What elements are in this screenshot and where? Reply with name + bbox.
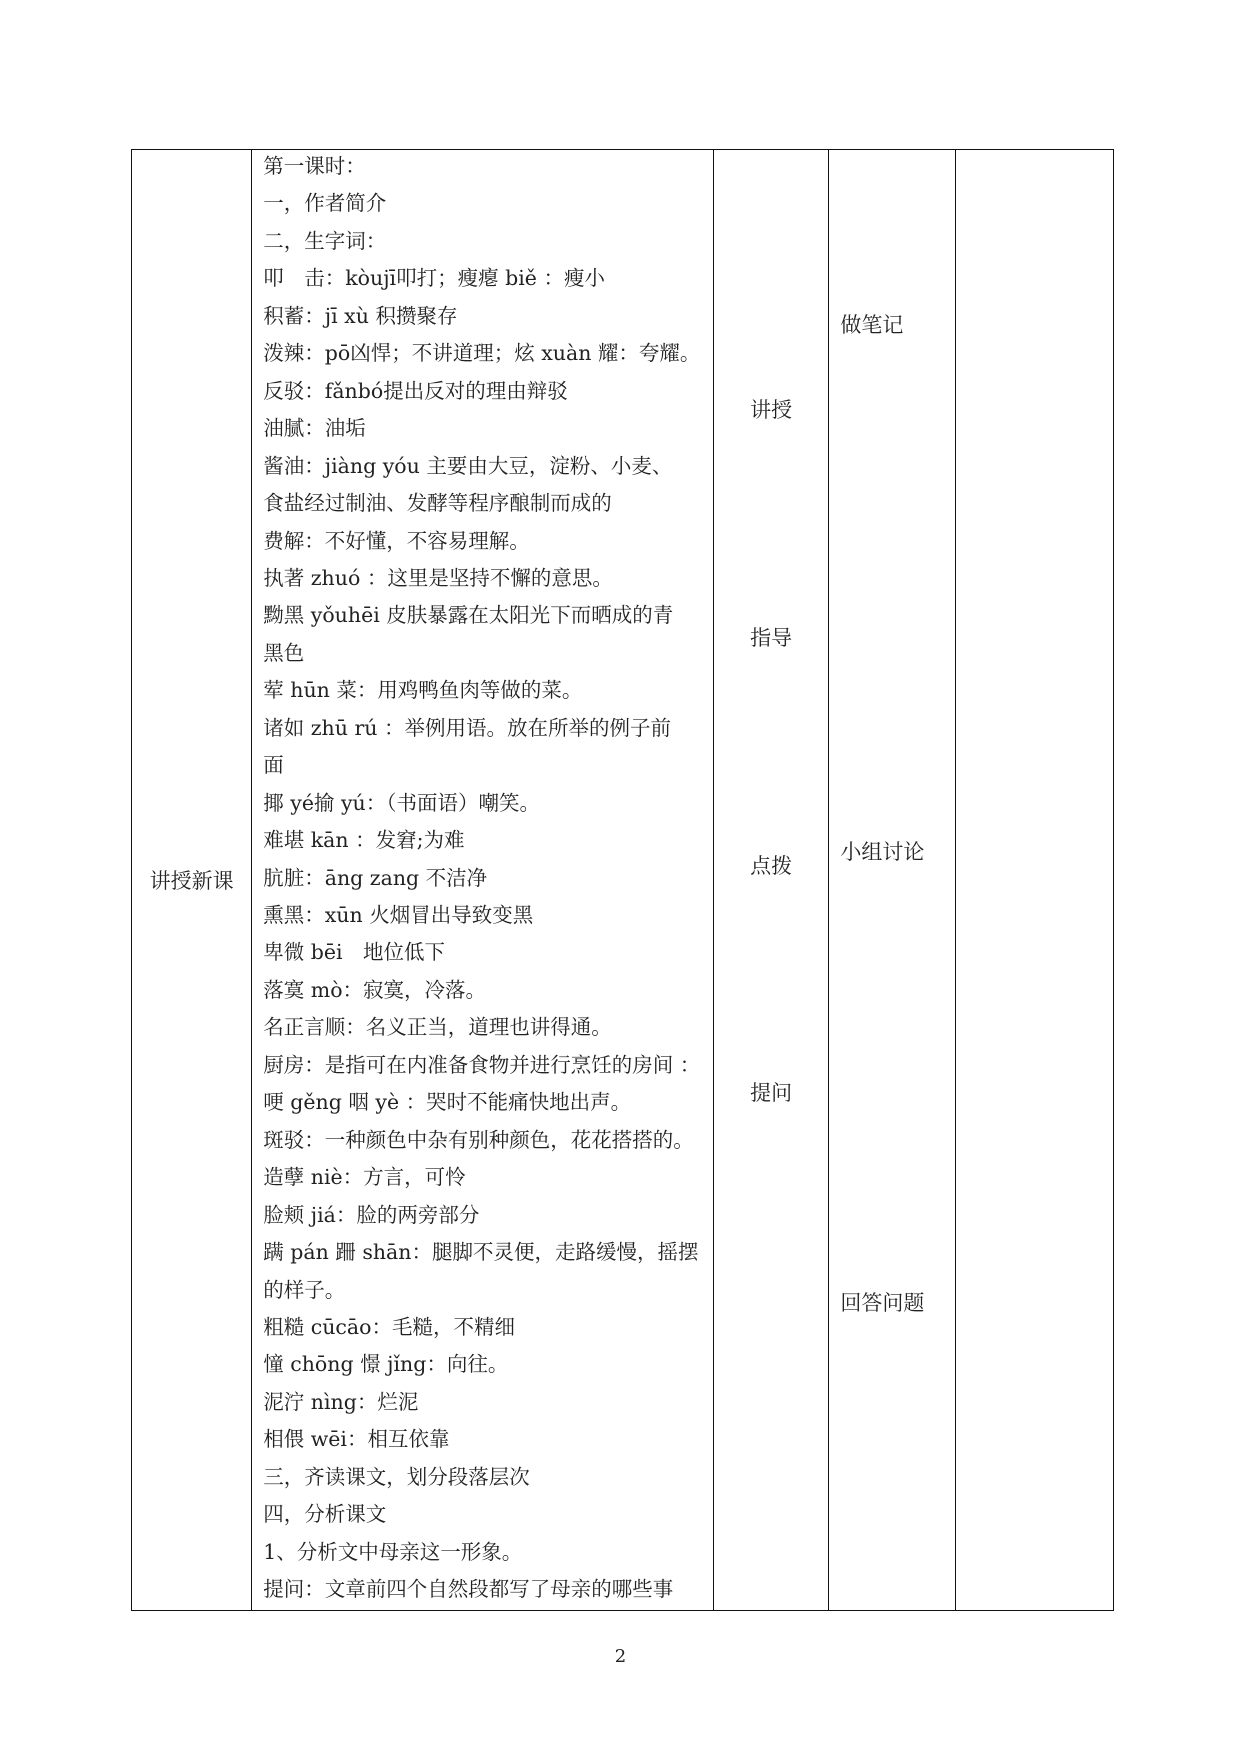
student-activity-answer: 回答问题: [840, 1291, 925, 1315]
content-line: 第一课时：: [263, 154, 366, 178]
content-line: 叩 击：kòujī叩打；瘦瘪 biě ：瘦小: [263, 266, 605, 291]
content-line: 卑微 bēi 地位低下: [263, 940, 446, 965]
content-line: 名正言顺：名义正当，道理也讲得通。: [263, 1015, 612, 1040]
content-line: 揶 yé揄 yú：（书面语）嘲笑。: [263, 790, 541, 815]
content-line: 落寞 mò：寂寞，冷落。: [263, 977, 487, 1002]
content-line: 四，分析课文: [263, 1502, 387, 1527]
content-line: 粗糙 cūcāo：毛糙，不精细: [263, 1314, 515, 1339]
teacher-activity-prompt: 点拨: [750, 854, 793, 878]
content-line: 反驳：fǎnbó提出反对的理由辩驳: [263, 378, 568, 403]
content-line: 哽 gěng 咽 yè ：哭时不能痛快地出声。: [263, 1090, 632, 1115]
content-line: 三，齐读课文，划分段落层次: [263, 1464, 530, 1489]
content-line: 熏黑：xūn 火烟冒出导致变黑: [263, 903, 534, 927]
content-line: 面: [263, 753, 284, 778]
content-line: 荤 hūn 菜：用鸡鸭鱼肉等做的菜。: [263, 678, 583, 703]
page-number: 2: [614, 1646, 627, 1667]
content-line: 泼辣：pō凶悍；不讲道理；炫 xuàn 耀：夸耀。: [263, 341, 701, 366]
content-line: 相偎 wēi：相互依靠: [263, 1427, 450, 1452]
lesson-plan-table: [131, 149, 1114, 1611]
content-line: 一，作者简介: [263, 191, 387, 216]
content-line: 提问：文章前四个自然段都写了母亲的哪些事: [263, 1577, 674, 1602]
content-line: 憧 chōng 憬 jǐng：向往。: [263, 1352, 509, 1377]
content-line: 蹒 pán 跚 shān：腿脚不灵便，走路缓慢，摇摆: [263, 1240, 699, 1265]
content-line: 黝黑 yǒuhēi 皮肤暴露在太阳光下而晒成的青: [263, 603, 674, 628]
notes-cell: [955, 150, 1113, 1611]
content-cell: [252, 150, 714, 1611]
content-line: 斑驳：一种颜色中杂有别种颜色，花花搭搭的。: [263, 1127, 694, 1152]
content-line: 黑色: [263, 640, 305, 665]
section-cell: [132, 150, 252, 1611]
content-line: 二，生字词：: [263, 228, 387, 253]
content-line: 造孽 niè：方言，可怜: [263, 1165, 466, 1190]
student-activity-cell: [829, 150, 955, 1611]
teacher-activity-cell: [714, 150, 829, 1611]
content-line: 积蓄：jī xù 积攒聚存: [263, 303, 458, 328]
content-line: 肮脏：āng zang 不洁净: [263, 865, 488, 890]
content-line: 泥泞 nìng：烂泥: [263, 1389, 419, 1414]
teacher-activity-guide: 指导: [750, 626, 793, 650]
section-label: 讲授新课: [149, 869, 234, 893]
student-activity-notes: 做笔记: [840, 313, 904, 337]
content-line: 食盐经过制油、发酵等程序酿制而成的: [263, 491, 612, 516]
content-line: 诸如 zhū rú ：举例用语。放在所举的例子前: [263, 715, 671, 740]
content-line: 1、分析文中母亲这一形象。: [263, 1539, 523, 1564]
content-line: 油腻：油垢: [263, 416, 366, 441]
content-line: 执著 zhuó ：这里是坚持不懈的意思。: [263, 565, 613, 590]
teacher-activity-question: 提问: [750, 1081, 793, 1105]
student-activity-discussion: 小组讨论: [840, 840, 925, 864]
content-line: 厨房：是指可在内准备食物并进行烹饪的房间 ：: [263, 1052, 701, 1077]
teacher-activity-lecture: 讲授: [750, 398, 793, 422]
content-line: 酱油：jiàng yóu 主要由大豆，淀粉、小麦、: [263, 453, 673, 478]
content-line: 难堪 kān ：发窘;为难: [263, 828, 465, 853]
content-line: 的样子。: [263, 1277, 346, 1302]
content-line: 费解：不好懂，不容易理解。: [263, 528, 530, 553]
table-row: [132, 150, 1114, 1611]
content-line: 脸颊 jiá：脸的两旁部分: [263, 1202, 480, 1227]
content-lines: [252, 150, 713, 1610]
